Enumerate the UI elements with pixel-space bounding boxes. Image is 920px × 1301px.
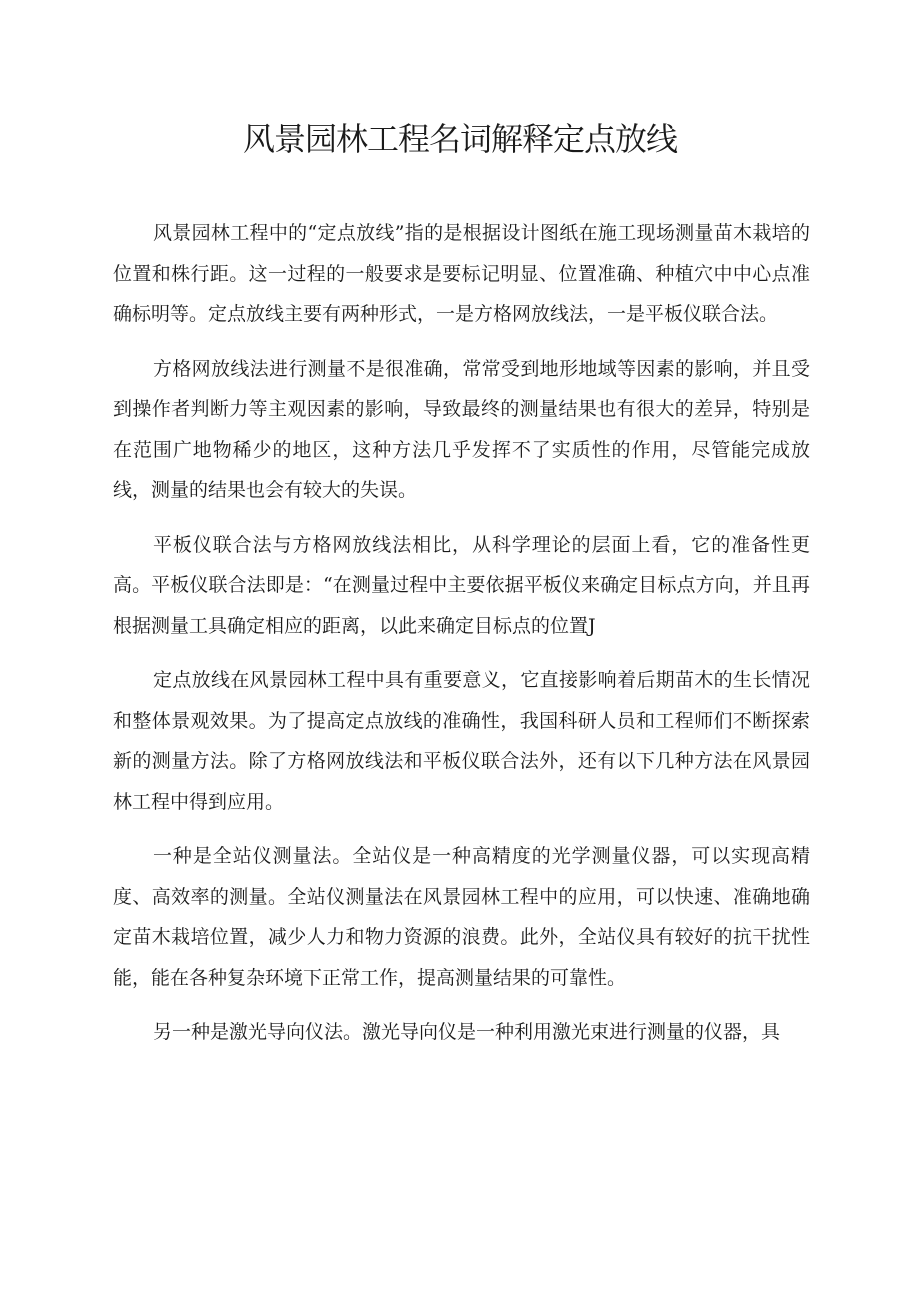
- paragraph-5: 一种是全站仪测量法。全站仪是一种高精度的光学测量仪器，可以实现高精度、高效率的测量。全站仪测量法在风景园林工程中的应用，可以快速、准确地确定苗木栽培位置，减少人力和物力资源的浪费。此外，全站仪具有较好的抗干扰性能，能在各种复杂环境下正常工作，提高测量结果的可靠性。: [113, 845, 810, 989]
- paragraph-4: 定点放线在风景园林工程中具有重要意义，它直接影响着后期苗木的生长情况和整体景观效果。为了提高定点放线的准确性，我国科研人员和工程师们不断探索新的测量方法。除了方格网放线法和平板仪联合法外，还有以下几种方法在风景园林工程中得到应用。: [113, 669, 810, 813]
- paragraph-1: 风景园林工程中的“定点放线”指的是根据设计图纸在施工现场测量苗木栽培的位置和株行距。这一过程的一般要求是要标记明显、位置准确、种植穴中中心点准确标明等。定点放线主要有两种形式，一是方格网放线法，一是平板仪联合法。: [113, 222, 810, 325]
- paragraph-6: 另一种是激光导向仪法。激光导向仪是一种利用激光束进行测量的仪器，具: [153, 1021, 781, 1043]
- paragraph-2: 方格网放线法进行测量不是很准确，常常受到地形地域等因素的影响，并且受到操作者判断力等主观因素的影响，导致最终的测量结果也有很大的差异，特别是在范围广地物稀少的地区，这种方法几乎发挥不了实质性的作用，尽管能完成放线，测量的结果也会有较大的失误。: [113, 357, 810, 501]
- document-title: 风景园林工程名词解释定点放线: [242, 120, 677, 158]
- paragraph-3: 平板仪联合法与方格网放线法相比，从科学理论的层面上看，它的准备性更高。平板仪联合法即是：“在测量过程中主要依据平板仪来确定目标点方向，并且再根据测量工具确定相应的距离，以此来确定目标点的位置J: [113, 533, 810, 637]
- document-body: [113, 213, 810, 1067]
